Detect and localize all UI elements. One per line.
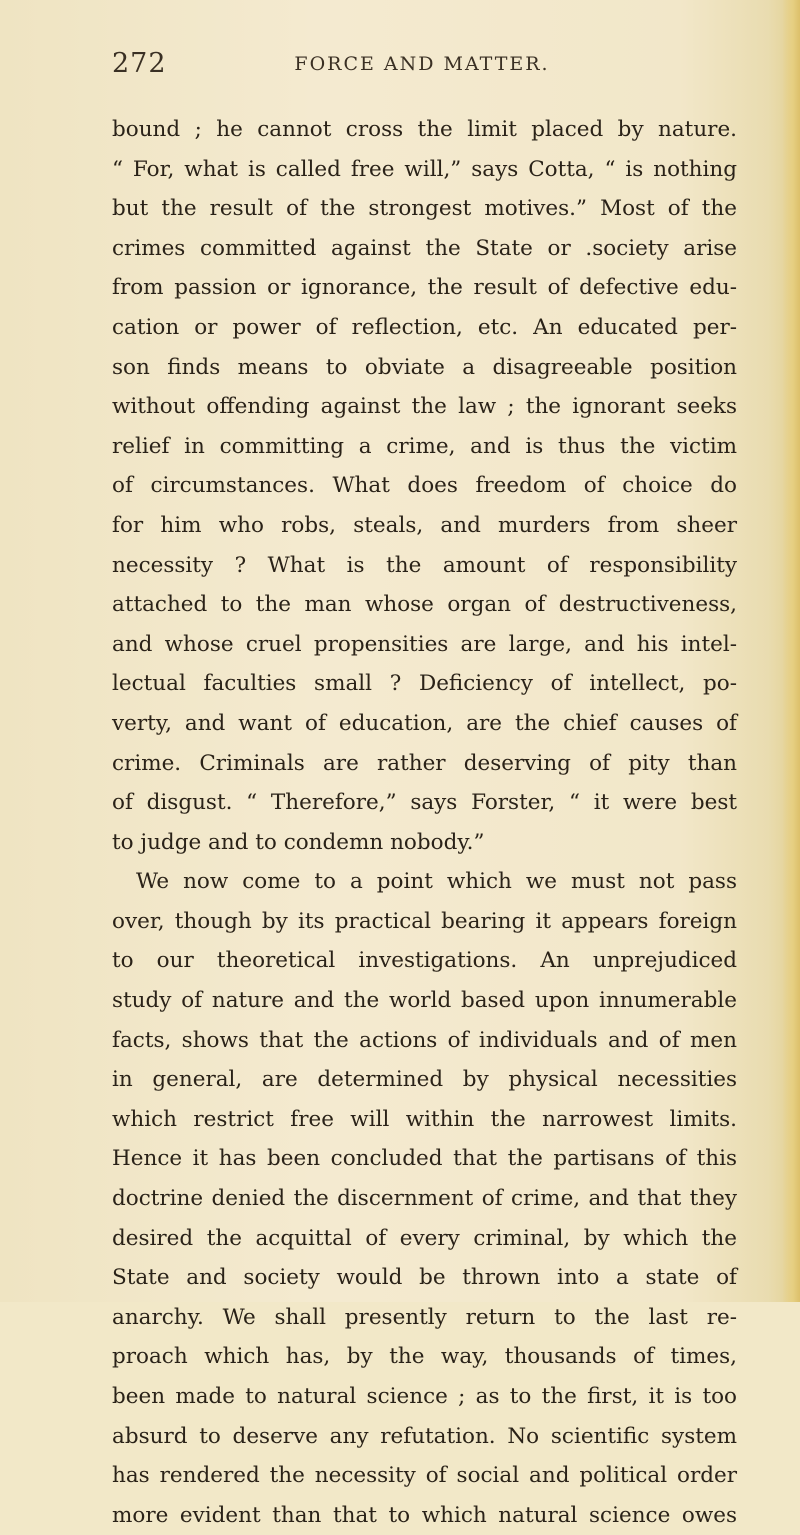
- text-line: to our theoretical investigations. An unprejudiced: [112, 948, 737, 974]
- text-line: but the result of the strongest motives.” Most of the: [112, 196, 737, 222]
- text-line: desired the acquittal of every criminal, by which the: [112, 1225, 737, 1251]
- text-line: “ For, what is called free will,” says Cotta, “ is nothing: [112, 156, 737, 182]
- text-line: necessity ? What is the amount of responsibility: [112, 552, 737, 578]
- text-line: Hence it has been concluded that the partisans of this: [112, 1146, 737, 1172]
- text-line: without offending against the law ; the ignorant seeks: [112, 394, 737, 420]
- text-line: doctrine denied the discernment of crime, and that they: [112, 1186, 737, 1212]
- text-line: over, though by its practical bearing it appears foreign: [112, 908, 737, 934]
- text-line: of circumstances. What does freedom of choice do: [112, 473, 737, 499]
- text-line: lectual faculties small ? Deficiency of intellect, po-: [112, 671, 737, 697]
- text-line: bound ; he cannot cross the limit placed by nature.: [112, 117, 737, 142]
- text-line: been made to natural science ; as to the first, it is too: [112, 1384, 737, 1409]
- page-header: [112, 48, 732, 84]
- text-line: more evident than that to which natural science owes: [112, 1502, 737, 1528]
- text-line: crimes committed against the State or .society arise: [112, 235, 737, 261]
- text-line: absurd to deserve any refutation. No scientific system: [112, 1423, 737, 1449]
- text-line: cation or power of reflection, etc. An educated per-: [112, 314, 737, 340]
- text-line: from passion or ignorance, the result of defective edu-: [112, 275, 737, 301]
- text-line: which restrict free will within the narrowest limits.: [112, 1106, 737, 1132]
- text-line: son finds means to obviate a disagreeable position: [112, 354, 737, 380]
- paragraph-first-line: We now come to a point which we must not pass: [136, 869, 737, 895]
- text-line: and whose cruel propensities are large, and his intel-: [112, 631, 737, 657]
- page-number: 272: [112, 48, 167, 79]
- text-line: for him who robs, steals, and murders from sheer: [112, 512, 737, 538]
- text-line: facts, shows that the actions of individuals and of men: [112, 1027, 737, 1053]
- body-text: [112, 110, 737, 1535]
- text-line: of disgust. “ Therefore,” says Forster, “ it were best: [112, 790, 737, 816]
- text-line: in general, are determined by physical necessities: [112, 1067, 737, 1093]
- paragraph-last-line: to judge and to condemn nobody.”: [112, 829, 485, 855]
- text-line: crime. Criminals are rather deserving of pity than: [112, 750, 737, 776]
- text-line: relief in committing a crime, and is thus the victim: [112, 433, 737, 459]
- text-line: attached to the man whose organ of destructiveness,: [112, 592, 737, 618]
- text-line: anarchy. We shall presently return to the last re-: [112, 1304, 737, 1330]
- text-line: verty, and want of education, are the chief causes of: [112, 710, 737, 736]
- page-edge: [782, 0, 800, 1302]
- text-line: State and society would be thrown into a state of: [112, 1265, 737, 1291]
- text-line: proach which has, by the way, thousands of times,: [112, 1344, 737, 1370]
- text-line: study of nature and the world based upon innumerable: [112, 988, 737, 1014]
- text-line: has rendered the necessity of social and political order: [112, 1463, 737, 1489]
- running-title: FORCE AND MATTER.: [294, 53, 550, 75]
